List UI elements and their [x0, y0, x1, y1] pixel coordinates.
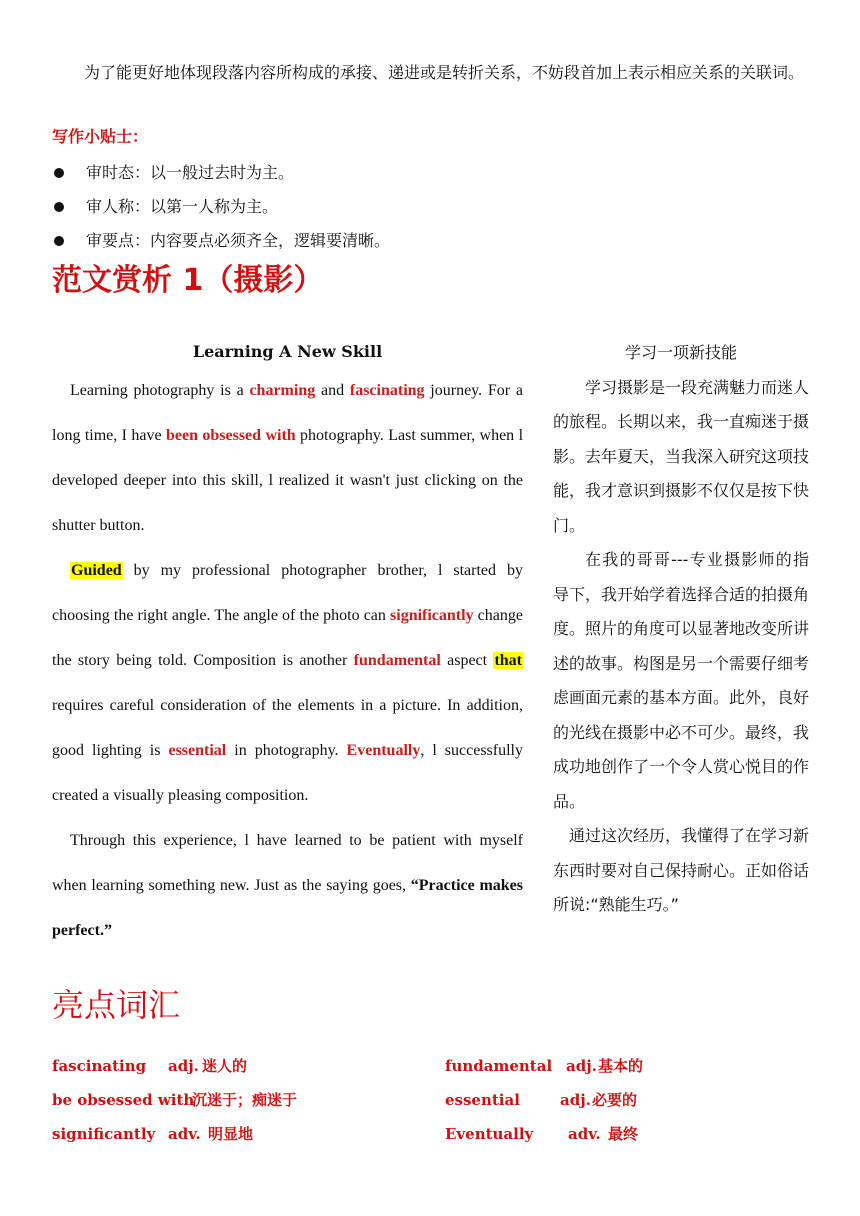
vocab-item	[445, 1123, 638, 1144]
bullet-icon	[54, 202, 64, 212]
vocab-pos: adj.	[560, 1091, 591, 1109]
intro-paragraph: 为了能更好地体现段落内容所构成的承接、递进或是转折关系，不妨段首加上表示相应关系的关联词。	[84, 63, 805, 82]
text: requires careful consideration of the elements in a picture. In addition, good lighting is	[52, 697, 523, 759]
tip-text: 审时态：以一般过去时为主。	[86, 163, 295, 182]
quote: “Practice makes perfect.”	[52, 877, 523, 939]
text: in photography.	[226, 742, 347, 759]
essay-english	[52, 338, 523, 953]
vocab-item	[52, 1089, 297, 1110]
list-item	[52, 156, 390, 190]
vocab-word: Eventually	[445, 1125, 534, 1143]
translation-paragraph-2: 在我的哥哥---专业摄影师的指导下，我开始学着选择合适的拍摄角度。照片的角度可以显著地改变所讲述的故事。构图是另一个需要仔细考虑画面元素的基本方面。此外，良好的光线在摄影中必不可少。最终，我成功地创作了一个令人赏心悦目的作品。	[553, 550, 810, 811]
key-word: fascinating	[349, 382, 425, 399]
essay-paragraph-3	[52, 818, 523, 953]
key-word: essential	[168, 742, 227, 759]
vocab-pos: adv.	[168, 1125, 201, 1143]
vocab-meaning: 最终	[608, 1125, 639, 1143]
bullet-icon	[54, 168, 64, 178]
vocab-heading: 亮点词汇	[52, 986, 181, 1024]
text: change the story being told. Composition is another	[52, 607, 523, 669]
key-word: Eventually	[346, 742, 421, 759]
tip-text: 审要点：内容要点必须齐全，逻辑要清晰。	[86, 231, 391, 250]
vocab-meaning: 基本的	[598, 1057, 644, 1075]
vocab-word: essential	[445, 1091, 520, 1109]
text: , l successfully created a visually pleasing composition.	[52, 742, 523, 804]
vocab-pos: adj.	[168, 1057, 199, 1075]
text: by my professional photographer brother, l started by choosing the right angle. The angle of the photo can	[52, 562, 523, 624]
list-item	[52, 224, 390, 258]
vocab-meaning: 明显地	[208, 1125, 254, 1143]
highlighted-word: Guided	[71, 562, 122, 579]
vocab-word: be obsessed with	[52, 1091, 195, 1109]
vocab-item	[445, 1089, 637, 1110]
translation-title: 学习一项新技能	[624, 343, 737, 362]
vocab-meaning: 迷人的	[202, 1057, 248, 1075]
translation-paragraph-1: 学习摄影是一段充满魅力而迷人的旅程。长期以来，我一直痴迷于摄影。去年夏天，当我深入研究这项技能，我才意识到摄影不仅仅是按下快门。	[553, 377, 810, 535]
text: aspect	[440, 652, 494, 669]
text: Learning photography is a	[70, 382, 250, 399]
essay-paragraph-2	[52, 548, 523, 818]
vocab-word: fascinating	[52, 1057, 147, 1075]
essay-title: Learning A New Skill	[192, 342, 383, 361]
highlighted-word: that	[494, 652, 523, 669]
section-heading: 范文赏析 1（摄影）	[52, 263, 324, 298]
vocab-pos: adv.	[568, 1125, 601, 1143]
tips-list	[52, 156, 390, 258]
vocab-meaning: 沉迷于；痴迷于	[192, 1091, 298, 1109]
key-word: significantly	[390, 607, 474, 624]
vocab-item	[52, 1055, 247, 1076]
writing-tips-title: 写作小贴士：	[52, 127, 149, 146]
vocab-word: fundamental	[445, 1057, 553, 1075]
text: journey. For a long time, I have	[52, 382, 523, 444]
bullet-icon	[54, 236, 64, 246]
translation-paragraph-3: 通过这次经历，我懂得了在学习新东西时要对自己保持耐心。正如俗话所说:“熟能生巧。”	[553, 826, 810, 914]
text: Through this experience, l have learned to be patient with myself when learning something new. Just as the saying goes,	[52, 832, 523, 894]
essay-translation	[553, 336, 809, 923]
key-phrase: been obsessed with	[165, 427, 296, 444]
key-word: fundamental	[353, 652, 441, 669]
essay-paragraph-1	[52, 368, 523, 548]
text: and	[315, 382, 350, 399]
vocab-word: significantly	[52, 1125, 156, 1143]
key-word: charming	[249, 382, 316, 399]
vocab-meaning: 必要的	[592, 1091, 638, 1109]
vocab-item	[52, 1123, 253, 1144]
list-item	[52, 190, 390, 224]
vocab-pos: adj.	[566, 1057, 597, 1075]
tip-text: 审人称：以第一人称为主。	[86, 197, 279, 216]
vocab-item	[445, 1055, 643, 1076]
text: photography. Last summer, when l developed deeper into this skill, l realized it wasn't just clicking on the shutter button.	[52, 427, 524, 534]
